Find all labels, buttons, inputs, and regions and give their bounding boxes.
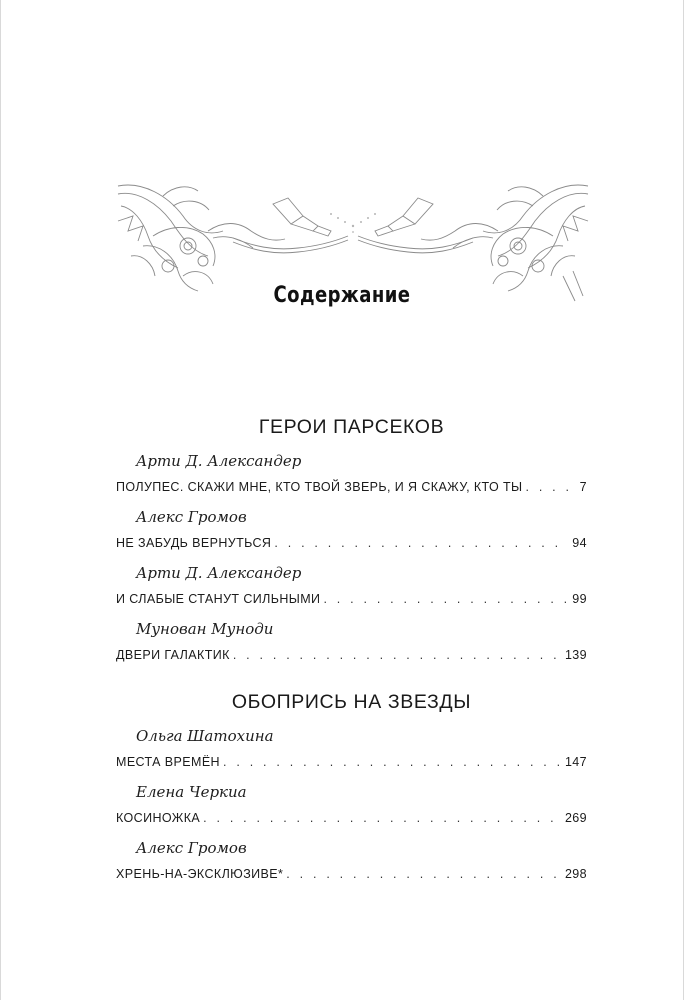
entry-row <box>116 863 587 885</box>
entry-page-number: 139 <box>564 648 587 662</box>
toc-entry[interactable] <box>116 450 587 498</box>
table-of-contents <box>116 412 587 885</box>
entry-row <box>116 476 587 498</box>
entry-page-number: 99 <box>572 592 587 606</box>
toc-section <box>116 687 587 885</box>
entry-row <box>116 751 587 773</box>
toc-entry[interactable] <box>116 506 587 554</box>
entry-title: МЕСТА ВРЕМЁН <box>116 755 220 769</box>
entry-page-number: 269 <box>564 811 587 825</box>
entry-author: Арти Д. Александер <box>136 564 302 582</box>
section-title: ОБОПРИСЬ НА ЗВЕЗДЫ <box>231 691 472 713</box>
entry-title: НЕ ЗАБУДЬ ВЕРНУТЬСЯ <box>116 536 272 550</box>
entry-author: Алекс Громов <box>136 839 247 857</box>
dot-leader <box>203 807 562 829</box>
entry-author: Ольга Шатохина <box>136 727 274 745</box>
entry-title: ДВЕРИ ГАЛАКТИК <box>116 648 230 662</box>
toc-entry[interactable] <box>116 837 587 885</box>
entry-row <box>116 807 587 829</box>
toc-entry[interactable] <box>116 562 587 610</box>
entry-row <box>116 532 587 554</box>
entry-page-number: 298 <box>564 867 587 881</box>
entry-title: ХРЕНЬ-НА-ЭКСКЛЮЗИВЕ* <box>116 867 284 881</box>
dot-leader <box>233 644 562 666</box>
entry-author: Елена Черкиа <box>136 783 247 801</box>
entry-title: И СЛАБЫЕ СТАНУТ СИЛЬНЫМИ <box>116 592 321 606</box>
toc-section <box>116 412 587 666</box>
entry-title: КОСИНОЖКА <box>116 811 201 825</box>
toc-entry[interactable] <box>116 618 587 666</box>
entry-author: Алекс Громов <box>136 508 247 526</box>
dot-leader <box>223 751 562 773</box>
entry-page-number: 94 <box>572 536 587 550</box>
entry-title: ПОЛУПЕС. СКАЖИ МНЕ, КТО ТВОЙ ЗВЕРЬ, И Я СКАЖУ, КТО ТЫ <box>116 480 523 494</box>
dot-leader <box>286 863 562 885</box>
dot-leader <box>323 588 569 610</box>
entry-author: Арти Д. Александер <box>136 452 302 470</box>
entry-row <box>116 644 587 666</box>
toc-entry[interactable] <box>116 725 587 773</box>
dot-leader <box>274 532 569 554</box>
toc-entry[interactable] <box>116 781 587 829</box>
page-title: Содержание <box>273 283 411 308</box>
dot-leader <box>525 476 576 498</box>
entry-page-number: 147 <box>564 755 587 769</box>
entry-row <box>116 588 587 610</box>
entry-page-number: 7 <box>579 480 587 494</box>
section-title: ГЕРОИ ПАРСЕКОВ <box>258 416 445 438</box>
entry-author: Мунован Муноди <box>136 620 274 638</box>
